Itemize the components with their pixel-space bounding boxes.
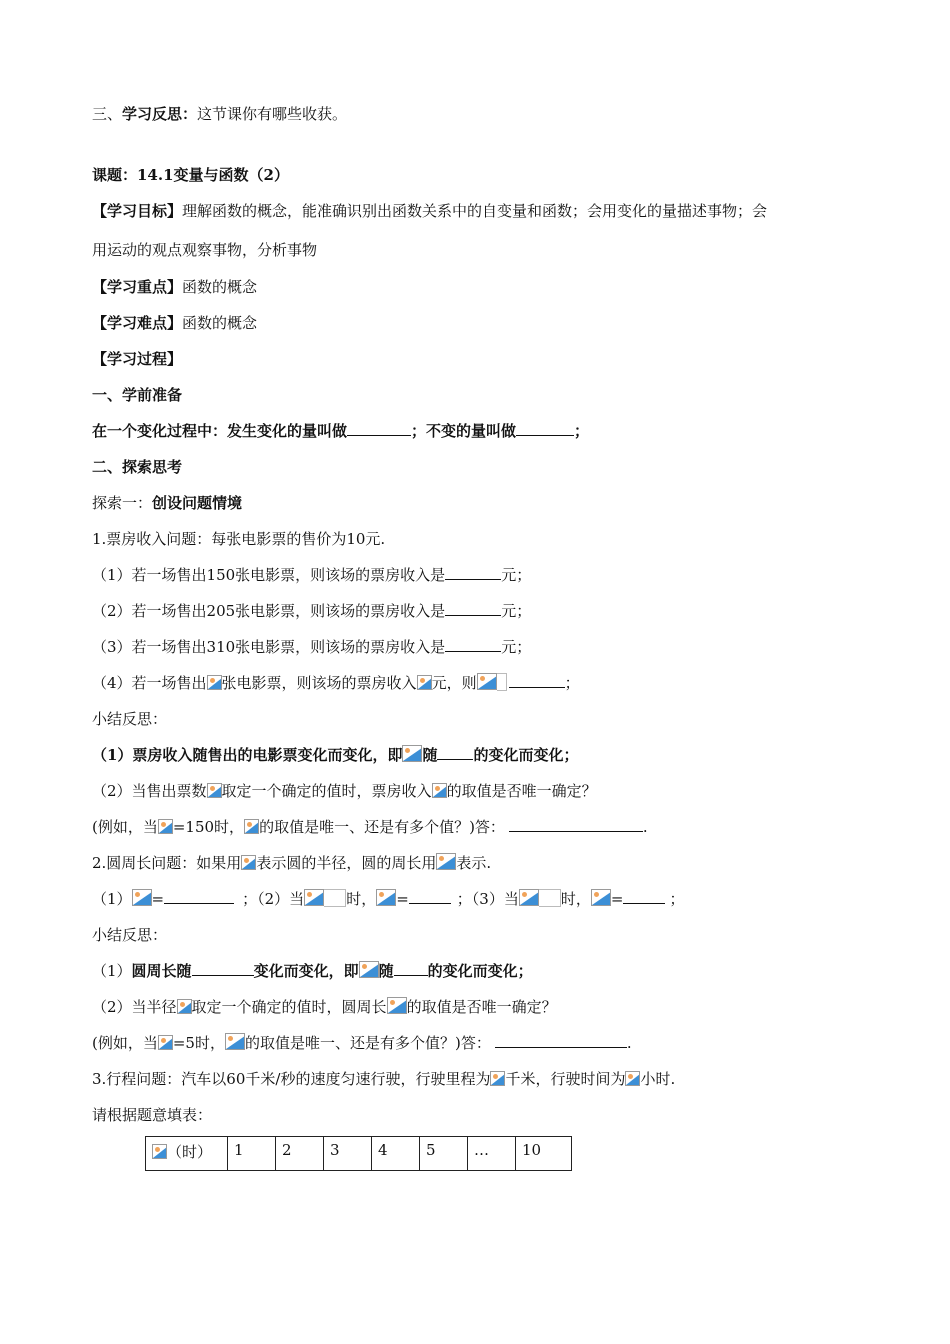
difficulty-line: 【学习难点】函数的概念 — [92, 314, 258, 332]
prep-sentence: 在一个变化过程中：发生变化的量叫做 ；不变的量叫做 ； — [92, 422, 590, 440]
q1-title: 1.票房收入问题：每张电影票的售价为10元. — [92, 530, 386, 548]
summary2-label: 小结反思： — [92, 926, 168, 944]
q1-item-3: （3）若一场售出310张电影票，则该场的票房收入是 元； — [92, 638, 532, 656]
formula-box — [497, 673, 507, 691]
table-cell[interactable]: 5 — [420, 1137, 468, 1171]
table-cell[interactable]: 1 — [228, 1137, 276, 1171]
q1-item-4: （4）若一场售出 张电影票，则该场的票房收入 元，则 ； — [92, 674, 580, 692]
table-header-cell: （时） — [146, 1137, 228, 1171]
table-row — [146, 1137, 572, 1171]
formula-box — [539, 889, 561, 907]
formula-box — [324, 889, 346, 907]
formula-image-icon — [387, 997, 407, 1014]
blank-constant[interactable] — [516, 421, 574, 436]
formula-image-icon — [158, 819, 173, 834]
blank-q1-4[interactable] — [509, 673, 565, 688]
table-cell[interactable]: 4 — [372, 1137, 420, 1171]
blank-q1-3[interactable] — [445, 637, 501, 652]
reflection-line: 三、学习反思：这节课你有哪些收获。 — [92, 105, 348, 123]
formula-image-icon — [477, 673, 497, 690]
table-cell[interactable]: … — [468, 1137, 516, 1171]
explore-title: 二、探索思考 — [92, 458, 183, 476]
objectives-line-1: 【学习目标】理解函数的概念，能准确识别出函数关系中的自变量和函数；会用变化的量描述事物；会 — [92, 202, 768, 220]
q3-title: 3.行程问题：汽车以60千米/秒的速度匀速行驶，行驶里程为 千米，行驶时间为 小时. — [92, 1070, 676, 1088]
blank-answer-2[interactable] — [495, 1033, 627, 1048]
q1-item-2: （2）若一场售出205张电影票，则该场的票房收入是 元； — [92, 602, 532, 620]
table-cell[interactable]: 10 — [516, 1137, 572, 1171]
formula-image-icon — [432, 783, 447, 798]
table-cell[interactable]: 2 — [276, 1137, 324, 1171]
blank-summary2-1[interactable] — [192, 961, 254, 976]
summary1-line-3: (例如，当 =150时， 的取值是唯一、还是有多个值？)答： . — [92, 818, 648, 836]
formula-image-icon — [241, 855, 256, 870]
q2-title: 2.圆周长问题：如果用 表示圆的半径，圆的周长用 表示. — [92, 854, 492, 872]
summary2-line-2: （2）当半径 取定一个确定的值时，圆周长 的取值是否唯一确定？ — [92, 998, 557, 1016]
blank-q1-2[interactable] — [445, 601, 501, 616]
formula-image-icon — [225, 1033, 245, 1050]
summary1-line-1: （1）票房收入随售出的电影票变化而变化，即 随 的变化而变化； — [92, 746, 579, 764]
blank-q1-1[interactable] — [445, 565, 501, 580]
q2-items: （1） = ；（2）当 时， = ；（3）当 时， = ； — [92, 890, 685, 908]
blank-q2-3[interactable] — [623, 889, 665, 904]
formula-image-icon — [591, 889, 611, 906]
formula-image-icon — [417, 675, 432, 690]
formula-image-icon — [436, 853, 456, 870]
q1-item-1: （1）若一场售出150张电影票，则该场的票房收入是 元； — [92, 566, 532, 584]
objectives-line-2: 用运动的观点观察事物，分析事物 — [92, 241, 318, 259]
formula-image-icon — [177, 999, 192, 1014]
travel-table — [145, 1136, 572, 1171]
blank-q2-2[interactable] — [409, 889, 451, 904]
lesson-title: 课题：14.1变量与函数（2） — [92, 166, 289, 184]
formula-image-icon — [152, 1144, 167, 1159]
blank-summary1[interactable] — [437, 745, 473, 760]
formula-image-icon — [304, 889, 324, 906]
blank-q2-1[interactable] — [164, 889, 234, 904]
formula-image-icon — [207, 783, 222, 798]
prep-title: 一、学前准备 — [92, 386, 183, 404]
formula-image-icon — [207, 675, 222, 690]
summary2-line-3: (例如，当 =5时， 的取值是唯一、还是有多个值？)答： . — [92, 1034, 632, 1052]
q3-fill-instruction: 请根据题意填表： — [92, 1106, 213, 1124]
table-cell[interactable]: 3 — [324, 1137, 372, 1171]
formula-image-icon — [376, 889, 396, 906]
summary2-line-1: （1）圆周长随 变化而变化，即 随 的变化而变化； — [92, 962, 533, 980]
explore-sub: 探索一：创设问题情境 — [92, 494, 243, 512]
summary1-label: 小结反思： — [92, 710, 168, 728]
formula-image-icon — [244, 819, 259, 834]
focus-line: 【学习重点】函数的概念 — [92, 278, 258, 296]
formula-image-icon — [490, 1071, 505, 1086]
summary1-line-2: （2）当售出票数 取定一个确定的值时，票房收入 的取值是否唯一确定？ — [92, 782, 597, 800]
blank-variable[interactable] — [347, 421, 411, 436]
formula-image-icon — [359, 961, 379, 978]
formula-image-icon — [402, 745, 422, 762]
formula-image-icon — [625, 1071, 640, 1086]
blank-answer-1[interactable] — [509, 817, 643, 832]
formula-image-icon — [519, 889, 539, 906]
formula-image-icon — [158, 1035, 173, 1050]
process-label: 【学习过程】 — [92, 350, 183, 368]
formula-image-icon — [132, 889, 152, 906]
blank-summary2-2[interactable] — [394, 961, 428, 976]
